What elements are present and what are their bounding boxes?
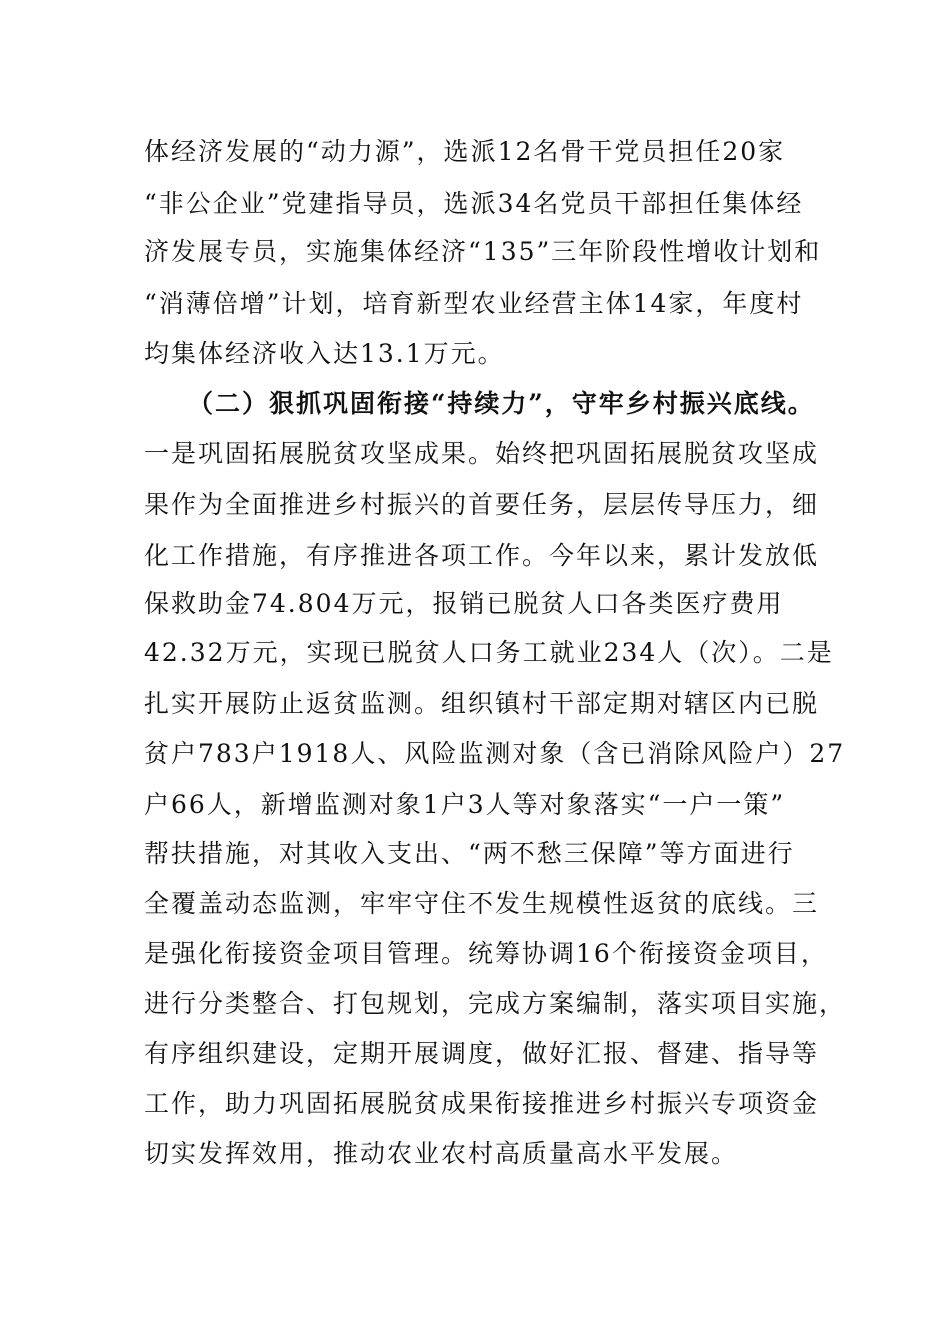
body-text-line: 工作，助力巩固拓展脱贫成果衔接推进乡村振兴专项资金 — [144, 1089, 820, 1118]
body-text-line: 扎实开展防止返贫监测。组织镇村干部定期对辖区内已脱 — [144, 689, 820, 718]
body-text-line: “非公企业”党建指导员，选派34名党员干部担任集体经 — [144, 189, 804, 218]
body-text-line: 济发展专员，实施集体经济“135”三年阶段性增收计划和 — [144, 237, 822, 266]
body-text-line: 贫户783户1918人、风险监测对象（含已消除风险户）27 — [144, 739, 846, 768]
body-text-line: 果作为全面推进乡村振兴的首要任务，层层传导压力，细 — [144, 490, 820, 519]
body-text-line: 全覆盖动态监测，牢牢守住不发生规模性返贫的底线。三 — [144, 889, 820, 918]
body-text-line: 是强化衔接资金项目管理。统筹协调16个衔接资金项目， — [144, 939, 828, 968]
body-text-line: 化工作措施，有序推进各项工作。今年以来，累计发放低 — [144, 541, 820, 570]
body-text-line: 切实发挥效用，推动农业农村高质量高水平发展。 — [144, 1139, 739, 1168]
body-text-line: 42.32万元，实现已脱贫人口务工就业234人（次）。二是 — [144, 638, 834, 667]
body-text-line: 进行分类整合、打包规划，完成方案编制，落实项目实施， — [144, 989, 847, 1018]
body-text-line: 一是巩固拓展脱贫攻坚成果。始终把巩固拓展脱贫攻坚成 — [144, 439, 820, 468]
body-text-line: 有序组织建设，定期开展调度，做好汇报、督建、指导等 — [144, 1039, 820, 1068]
body-text-line: 体经济发展的“动力源”，选派12名骨干党员担任20家 — [144, 137, 786, 166]
body-text-line: 帮扶措施，对其收入支出、“两不愁三保障”等方面进行 — [144, 839, 795, 868]
body-text-line: 均集体经济收入达13.1万元。 — [144, 339, 505, 368]
body-text-line: “消薄倍增”计划，培育新型农业经营主体14家，年度村 — [144, 289, 804, 318]
body-text-line: 户66人，新增监测对象1户3人等对象落实“一户一策” — [144, 790, 786, 819]
body-text-line: 保救助金74.804万元，报销已脱贫人口各类医疗费用 — [144, 589, 784, 618]
section-heading: （二）狠抓巩固衔接“持续力”，守牢乡村振兴底线。 — [188, 389, 815, 418]
